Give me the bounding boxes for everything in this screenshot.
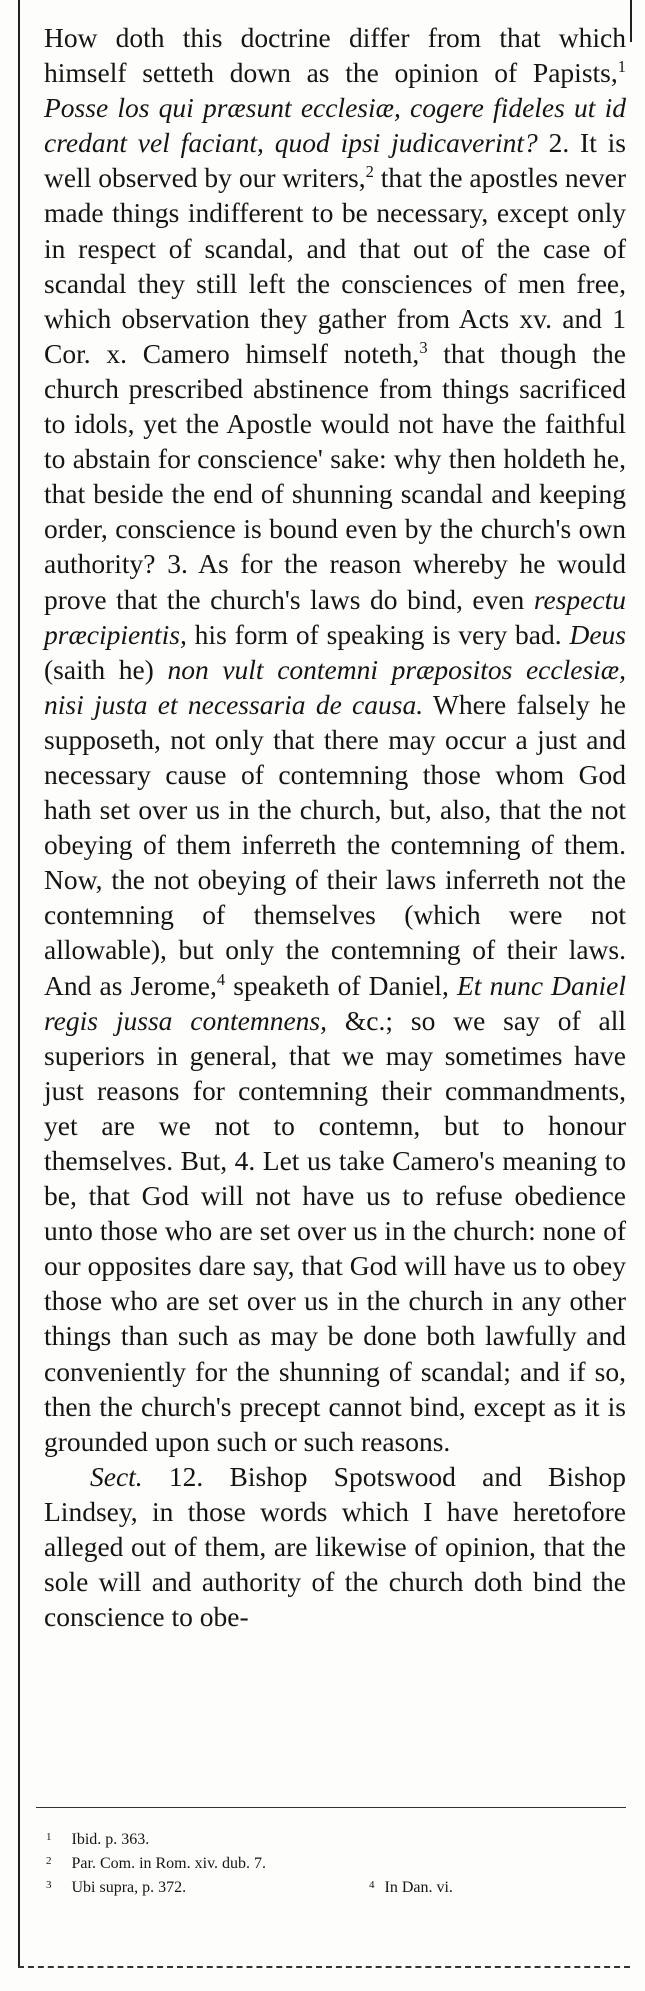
footnote-separator bbox=[36, 1807, 626, 1808]
footnotes bbox=[46, 1828, 606, 1900]
footnote-4: $^4$ In Dan. vi. bbox=[369, 1879, 453, 1896]
paragraph-section-12: Sect. 12. Bishop Spotswood and Bishop Lindsey, in those words which I have heretofore alleged out of them, are likewise of opinion, that the sole will and authority of the church doth bind the conscience to obe- bbox=[44, 1460, 626, 1633]
footnote-1: $^1$ Ibid. p. 363. bbox=[46, 1831, 150, 1848]
body-text bbox=[44, 20, 626, 1634]
footnote-3: $^3$ Ubi supra, p. 372. $^4$ In Dan. vi. bbox=[46, 1876, 606, 1900]
footnote-2: $^2$ Par. Com. in Rom. xiv. dub. 7. bbox=[46, 1855, 267, 1872]
section-label: Sect. bbox=[90, 1460, 143, 1492]
bottom-border-rule bbox=[18, 1966, 630, 1968]
latin-quote: non vult contemni præpositos ecclesiæ, nisi justa et necessaria de causa. bbox=[44, 653, 626, 720]
right-border-rule bbox=[630, 0, 632, 42]
latin-quote: Et nunc Daniel regis jussa contemnens, bbox=[44, 969, 627, 1036]
latin-quote: Posse los qui præsunt ecclesiæ, cogere fideles ut id credant vel faciant, quod ipsi judicaverint? bbox=[44, 92, 626, 159]
latin-quote: Deus bbox=[569, 618, 626, 650]
footnote-ref-4: 4 bbox=[216, 969, 226, 989]
footnote-ref-1: 1 bbox=[617, 56, 626, 76]
latin-quote: respectu præcipientis, bbox=[44, 583, 626, 650]
footnote-ref-2: 2 bbox=[365, 162, 374, 182]
paragraph-main: How doth this doctrine differ from that which himself setteth down as the opinion of Papists,$^1$ Posse los qui præsunt ecclesiæ, cogere fideles ut id credant vel faciant, quod ipsi judicaverint? 2. It is well observed by our writers,$^2$ that the apostles never made things indifferent to be necessary, except only in respect of scandal, and that out of the case of scandal they still left the consciences of men free, which observation they gather from Acts xv. and 1 Cor. x. Camero himself noteth,$^3$ that though the church prescribed abstinence from things sacrificed to idols, yet the Apostle would not have the faithful to abstain for conscience' sake: why then holdeth he, that beside the end of shunning scandal and keeping order, conscience is bound even by the church's own authority? 3. As for the reason whereby he would prove that the church's laws do bind, even respectu præcipientis, his form of speaking is very bad. Deus (saith he) non vult contemni præpositos ecclesiæ, nisi justa et necessaria de causa. Where falsely he supposeth, not only that there may occur a just and necessary cause of contemning those whom God hath set over us in the church, but, also, that the not obeying of them inferreth the contemning of them. Now, the not obeying of their laws inferreth not the contemning of themselves (which were not allowable), but only the contemning of their laws. And as Jerome,$^4$ speaketh of Daniel, Et nunc Daniel regis jussa contemnens, &c.; so we say of all superiors in general, that we may sometimes have just reasons for contemning their commandments, yet are we not to contemn, but to honour themselves. But, 4. Let us take Camero's meaning to be, that God will not have us to refuse obedience unto those who are set over us in the church: none of our opposites dare say, that God will have us to obey those who are set over us in the church in any other things than such as may be done both lawfully and conveniently for the shunning of scandal; and if so, then the church's precept cannot bind, except as it is grounded upon such or such reasons. bbox=[44, 22, 627, 1457]
left-border-rule bbox=[18, 0, 20, 1968]
footnote-ref-3: 3 bbox=[419, 337, 428, 357]
